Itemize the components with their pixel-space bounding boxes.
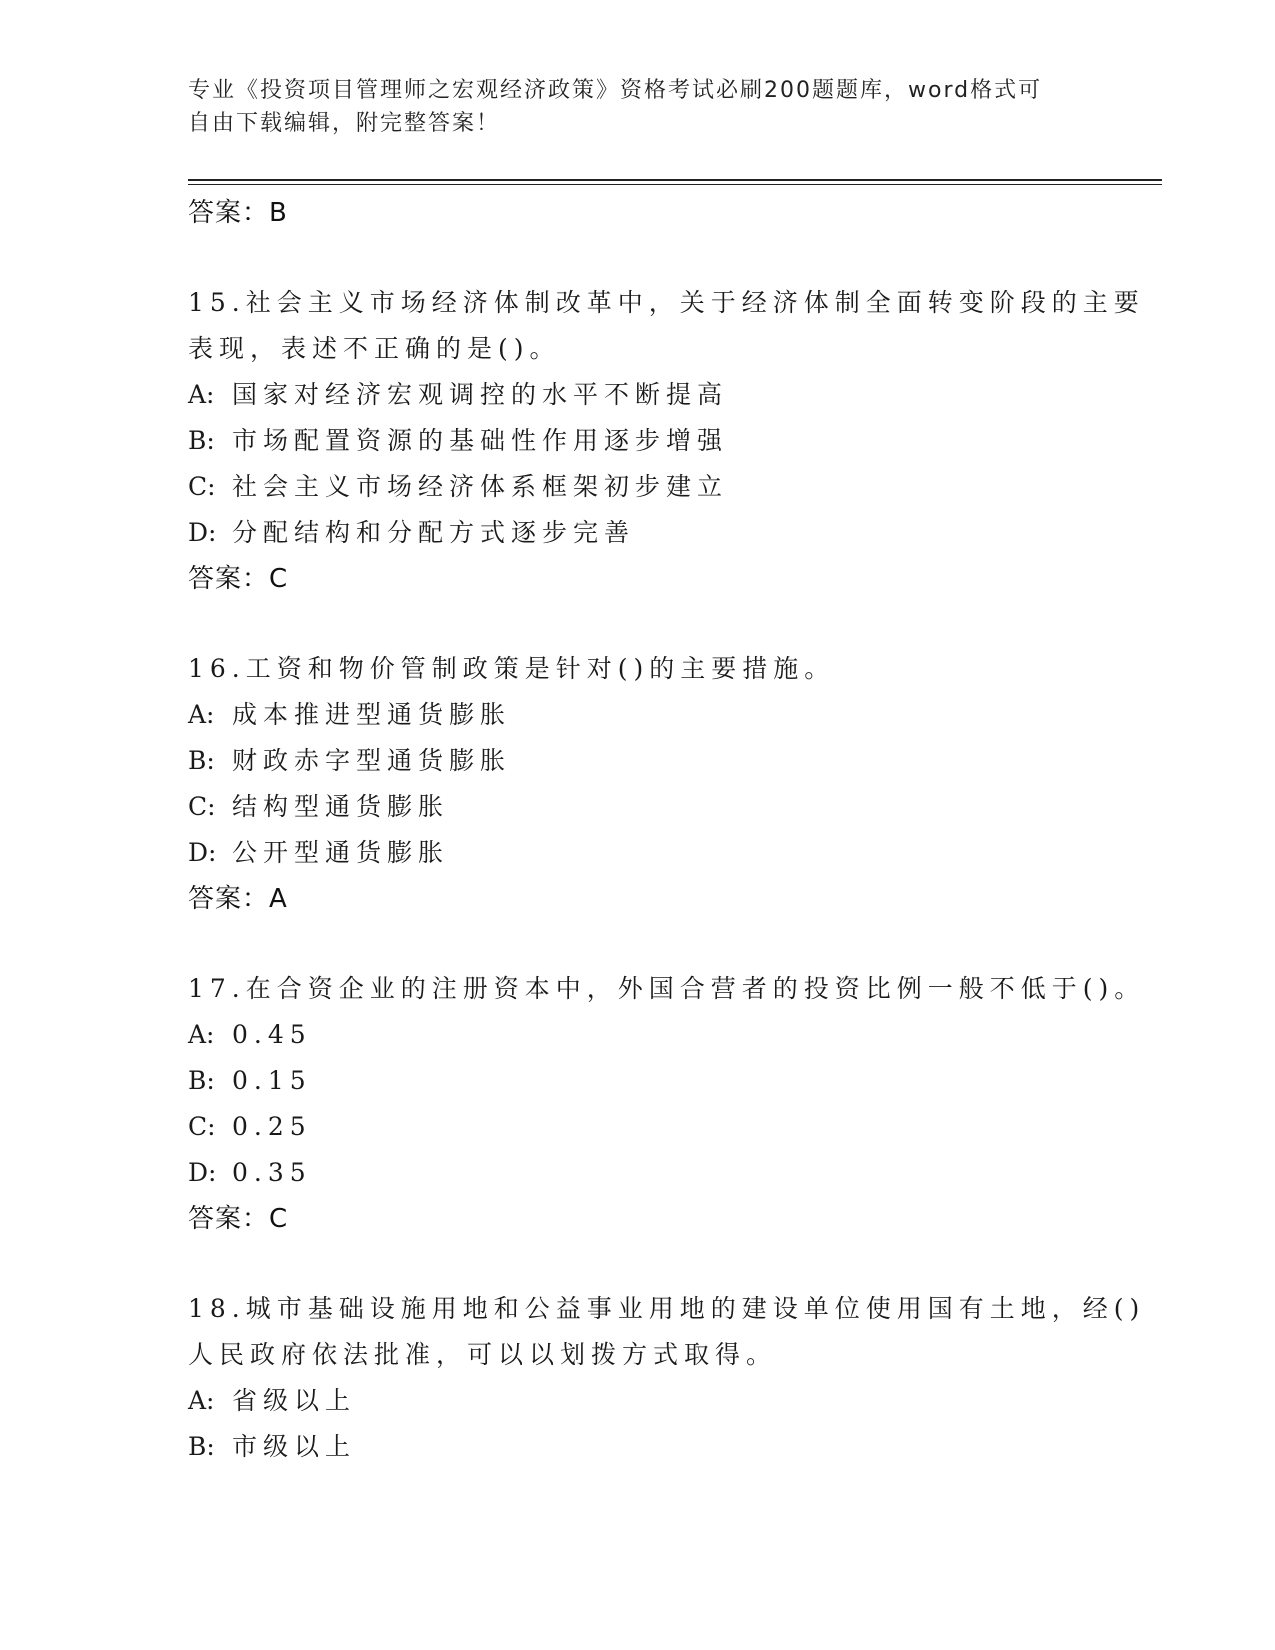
option-b	[188, 418, 1088, 464]
option-text: 0.35	[232, 1158, 312, 1187]
option-d	[188, 510, 1088, 556]
option-key: D:	[188, 518, 217, 547]
option-text: 社会主义市场经济体系框架初步建立	[232, 472, 729, 501]
header-line-1: 专业《投资项目管理师之宏观经济政策》资格考试必刷200题题库，word格式可	[188, 78, 1043, 103]
question-stem: 17.在合资企业的注册资本中，外国合营者的投资比例一般不低于()。	[188, 974, 1146, 1003]
question-list	[188, 190, 1146, 1470]
option-key: A:	[188, 380, 215, 409]
header-line-2: 自由下载编辑，附完整答案！	[188, 111, 501, 136]
question-block	[188, 1286, 1146, 1470]
question-stem: 16.工资和物价管制政策是针对()的主要措施。	[188, 654, 836, 683]
option-text: 市场配置资源的基础性作用逐步增强	[232, 426, 729, 455]
option-key: D:	[188, 838, 217, 867]
option-key: C:	[188, 1112, 216, 1141]
option-text: 市级以上	[232, 1432, 357, 1461]
question-block	[188, 646, 1088, 922]
option-d	[188, 1150, 1088, 1196]
option-text: 公开型通货膨胀	[232, 838, 450, 867]
question-block	[188, 280, 1145, 602]
option-text: 成本推进型通货膨胀	[232, 700, 512, 729]
answer-line: 答案：B	[188, 198, 288, 228]
answer-line: 答案：C	[188, 564, 289, 594]
option-b	[188, 1424, 1088, 1470]
question-stem: 18.城市基础设施用地和公益事业用地的建设单位使用国有土地，经()	[188, 1294, 1146, 1323]
question-stem: 表现，表述不正确的是()。	[188, 334, 561, 363]
option-d	[188, 830, 1088, 876]
option-a	[188, 1012, 1088, 1058]
option-text: 省级以上	[232, 1386, 357, 1415]
answer-line: 答案：C	[188, 1204, 289, 1234]
option-text: 0.45	[232, 1020, 312, 1049]
spacer	[188, 922, 1088, 966]
option-c	[188, 784, 1088, 830]
spacer	[188, 1242, 1088, 1286]
option-key: C:	[188, 472, 216, 501]
spacer	[188, 236, 1088, 280]
option-c	[188, 1104, 1088, 1150]
option-text: 财政赤字型通货膨胀	[232, 746, 512, 775]
answer-line: 答案：A	[188, 884, 288, 914]
spacer	[188, 602, 1088, 646]
header-rule-thick	[188, 179, 1162, 181]
option-key: B:	[188, 426, 215, 455]
option-c	[188, 464, 1088, 510]
header-rule-thin	[188, 184, 1162, 185]
option-text: 结构型通货膨胀	[232, 792, 450, 821]
question-stem: 15.社会主义市场经济体制改革中，关于经济体制全面转变阶段的主要	[188, 288, 1145, 317]
option-key: C:	[188, 792, 216, 821]
question-block	[188, 966, 1146, 1242]
option-key: D:	[188, 1158, 217, 1187]
option-text: 0.25	[232, 1112, 312, 1141]
option-key: B:	[188, 746, 215, 775]
option-a	[188, 372, 1088, 418]
option-key: B:	[188, 1432, 215, 1461]
option-key: B:	[188, 1066, 215, 1095]
question-stem: 人民政府依法批准，可以以划拨方式取得。	[188, 1340, 778, 1369]
option-a	[188, 692, 1088, 738]
option-text: 国家对经济宏观调控的水平不断提高	[232, 380, 729, 409]
option-b	[188, 1058, 1088, 1104]
page-header	[188, 74, 1088, 140]
option-key: A:	[188, 1386, 215, 1415]
option-text: 0.15	[232, 1066, 312, 1095]
option-b	[188, 738, 1088, 784]
option-text: 分配结构和分配方式逐步完善	[232, 518, 636, 547]
option-a	[188, 1378, 1088, 1424]
option-key: A:	[188, 1020, 215, 1049]
option-key: A:	[188, 700, 215, 729]
